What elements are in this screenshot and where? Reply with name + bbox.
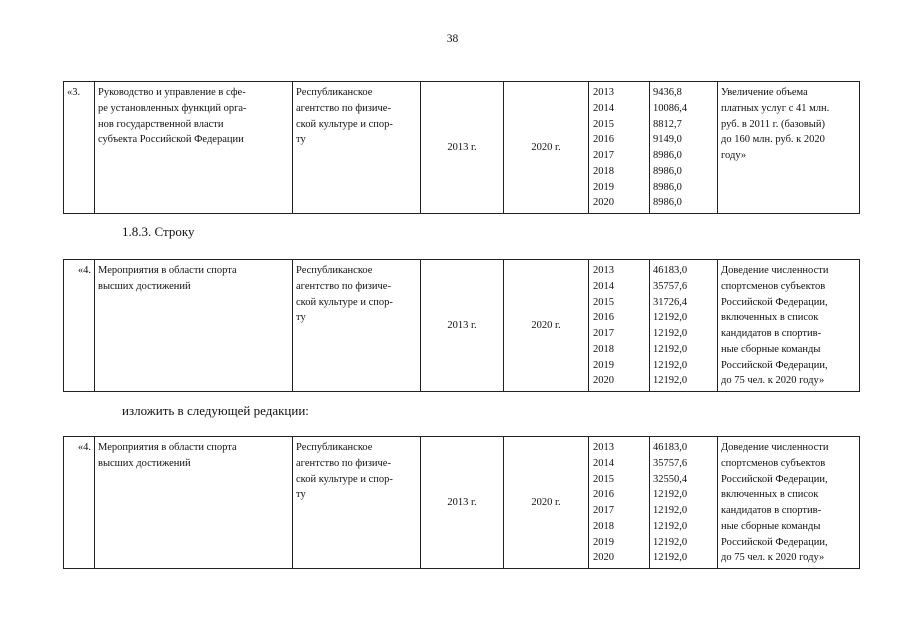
expected-result: Доведение численности спортсменов субъектов Российской Федерации, включенных в список кандидатов в спортив- ные сборные команды Российской Федерации, до 75 чел. к 2020 году» — [718, 260, 860, 392]
expected-result: Увеличение объема платных услуг с 41 млн. руб. в 2011 г. (базовый) до 160 млн. руб. к 2020 году» — [718, 82, 860, 214]
funding-values: 46183,0 35757,6 31726,4 12192,0 12192,0 12192,0 12192,0 12192,0 — [650, 260, 718, 392]
start-year: 2013 г. — [421, 260, 504, 392]
table-row — [63, 259, 860, 392]
responsible-agency: Республиканское агентство по физиче- ской культуре и спор- ту — [293, 437, 421, 569]
end-year: 2020 г. — [504, 437, 589, 569]
start-year: 2013 г. — [421, 437, 504, 569]
start-year: 2013 г. — [421, 82, 504, 214]
measure-name: Мероприятия в области спорта высших достижений — [95, 260, 293, 392]
paragraph-heading: 1.8.3. Строку — [122, 224, 195, 239]
row-number: «4. — [64, 260, 95, 392]
row-number: «4. — [64, 437, 95, 569]
paragraph-instruction: изложить в следующей редакции: — [122, 403, 309, 418]
table-row — [63, 81, 860, 214]
measure-name: Руководство и управление в сфе- ре установленных функций орга- нов государственной власти субъекта Российской Федерации — [95, 82, 293, 214]
end-year: 2020 г. — [504, 82, 589, 214]
expected-result: Доведение численности спортсменов субъектов Российской Федерации, включенных в список кандидатов в спортив- ные сборные команды Российской Федерации, до 75 чел. к 2020 году» — [718, 437, 860, 569]
years-list: 2013 2014 2015 2016 2017 2018 2019 2020 — [589, 437, 650, 569]
measure-name: Мероприятия в области спорта высших достижений — [95, 437, 293, 569]
table-row — [63, 436, 860, 569]
years-list: 2013 2014 2015 2016 2017 2018 2019 2020 — [589, 82, 650, 214]
years-list: 2013 2014 2015 2016 2017 2018 2019 2020 — [589, 260, 650, 392]
responsible-agency: Республиканское агентство по физиче- ской культуре и спор- ту — [293, 260, 421, 392]
page-number: 38 — [446, 33, 459, 45]
funding-values: 46183,0 35757,6 32550,4 12192,0 12192,0 12192,0 12192,0 12192,0 — [650, 437, 718, 569]
row-number: «3. — [64, 82, 95, 214]
funding-values: 9436,8 10086,4 8812,7 9149,0 8986,0 8986,0 8986,0 8986,0 — [650, 82, 718, 214]
responsible-agency: Республиканское агентство по физиче- ской культуре и спор- ту — [293, 82, 421, 214]
end-year: 2020 г. — [504, 260, 589, 392]
